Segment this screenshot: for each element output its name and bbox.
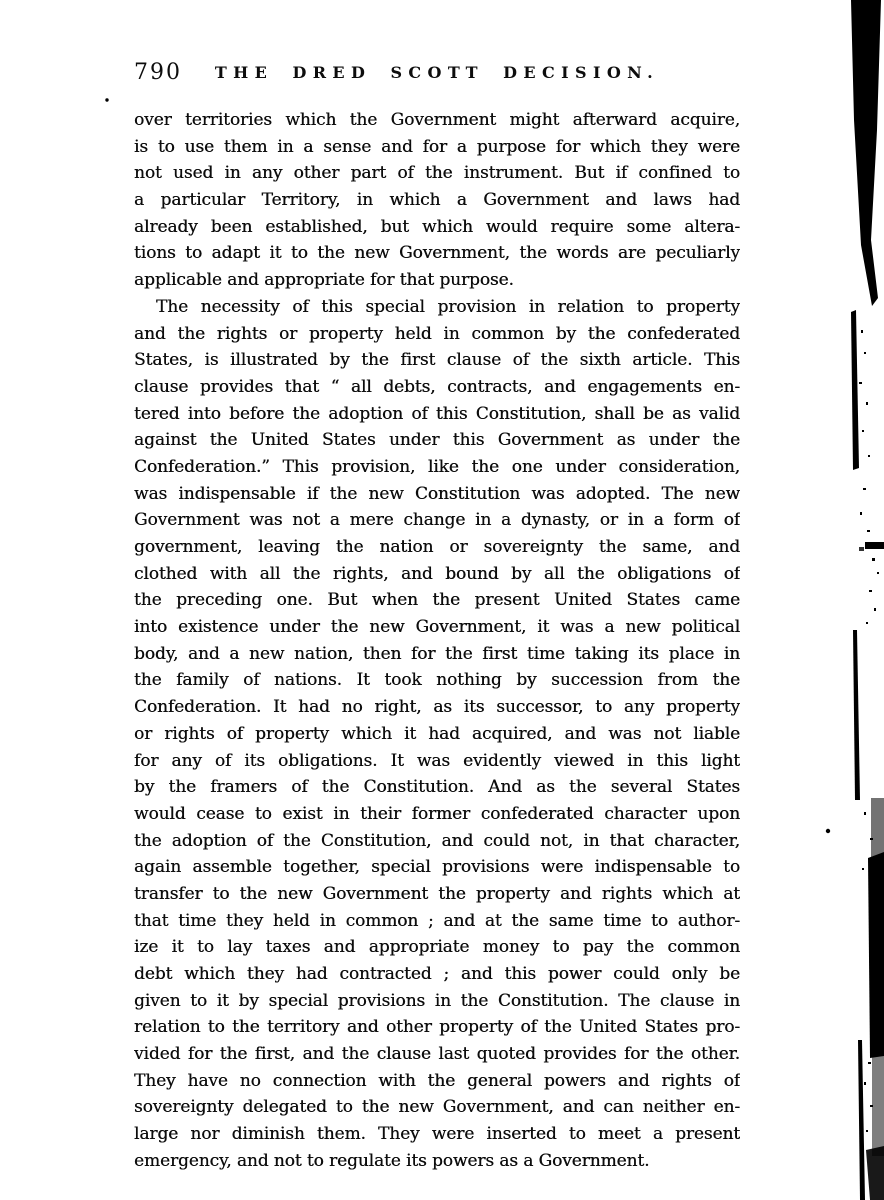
- text-line: and the rights or property held in common by the confederated: [134, 323, 740, 344]
- text-line: body, and a new nation, then for the first time taking its place in: [134, 643, 740, 664]
- text-line: Government was not a mere change in a dynasty, or in a form of: [134, 510, 740, 531]
- text-line: clause provides that “ all debts, contracts, and engagements en-: [134, 376, 740, 397]
- text-block: [134, 107, 740, 1175]
- text-line: the family of nations. It took nothing by succession from the: [134, 670, 740, 691]
- text-line: the adoption of the Constitution, and could not, in that character,: [134, 830, 740, 851]
- text-line: again assemble together, special provisions were indispensable to: [134, 857, 740, 878]
- text-line: transfer to the new Government the property and rights which at: [134, 883, 740, 904]
- text-line: vided for the first, and the clause last quoted provides for the other.: [134, 1044, 740, 1065]
- text-line: tions to adapt it to the new Government, the words are peculiarly: [134, 243, 740, 264]
- text-line: into existence under the new Government, it was a new political: [134, 617, 740, 638]
- text-line: The necessity of this special provision in relation to property: [156, 296, 740, 317]
- right-margin-dot: [826, 829, 830, 833]
- text-line: debt which they had contracted ; and this power could only be: [134, 964, 740, 984]
- text-line: for any of its obligations. It was evidently viewed in this light: [134, 750, 740, 771]
- text-line: not used in any other part of the instrument. But if confined to: [134, 163, 740, 184]
- text-line: was indispensable if the new Constitution was adopted. The new: [134, 483, 740, 504]
- text-line: sovereignty delegated to the new Government, and can neither en-: [134, 1097, 740, 1118]
- text-line: against the United States under this Government as under the: [134, 430, 740, 451]
- running-title: THE DRED SCOTT DECISION.: [214, 63, 660, 82]
- page-number: 790: [134, 60, 182, 85]
- text-line: ize it to lay taxes and appropriate money to pay the common: [134, 937, 740, 958]
- text-line: would cease to exist in their former confederated character upon: [134, 803, 740, 824]
- left-margin-dot: [105, 98, 108, 101]
- text-line: large nor diminish them. They were inserted to meet a present: [134, 1124, 740, 1145]
- text-line: is to use them in a sense and for a purpose for which they were: [134, 136, 740, 157]
- text-line: government, leaving the nation or sovereignty the same, and: [134, 537, 740, 557]
- text-line: applicable and appropriate for that purpose.: [134, 270, 514, 291]
- text-line: given to it by special provisions in the Constitution. The clause in: [134, 990, 740, 1011]
- text-line: States, is illustrated by the first clause of the sixth article. This: [134, 350, 740, 371]
- text-line: clothed with all the rights, and bound by all the obligations of: [134, 563, 740, 584]
- text-line: a particular Territory, in which a Government and laws had: [134, 190, 740, 211]
- text-line: tered into before the adoption of this Constitution, shall be as valid: [134, 403, 740, 424]
- text-line: relation to the territory and other property of the United States pro-: [134, 1017, 740, 1038]
- text-line: that time they held in common ; and at the same time to author-: [134, 910, 740, 931]
- text-line: the preceding one. But when the present United States came: [134, 590, 740, 611]
- text-line: They have no connection with the general powers and rights of: [134, 1070, 740, 1091]
- paragraph: [134, 107, 740, 294]
- text-line: or rights of property which it had acquired, and was not liable: [134, 723, 740, 744]
- text-line: over territories which the Government might afterward acquire,: [134, 110, 740, 130]
- text-line: by the framers of the Constitution. And as the several States: [134, 777, 740, 798]
- paragraph: [134, 294, 740, 1175]
- text-line: Confederation. It had no right, as its successor, to any property: [134, 697, 740, 718]
- page-header: [134, 60, 740, 92]
- text-line: emergency, and not to regulate its powers as a Government.: [134, 1150, 650, 1171]
- text-line: already been established, but which would require some altera-: [134, 216, 740, 237]
- scan-artifact-right-edge: [851, 0, 884, 1200]
- text-line: Confederation.” This provision, like the one under consideration,: [134, 456, 740, 477]
